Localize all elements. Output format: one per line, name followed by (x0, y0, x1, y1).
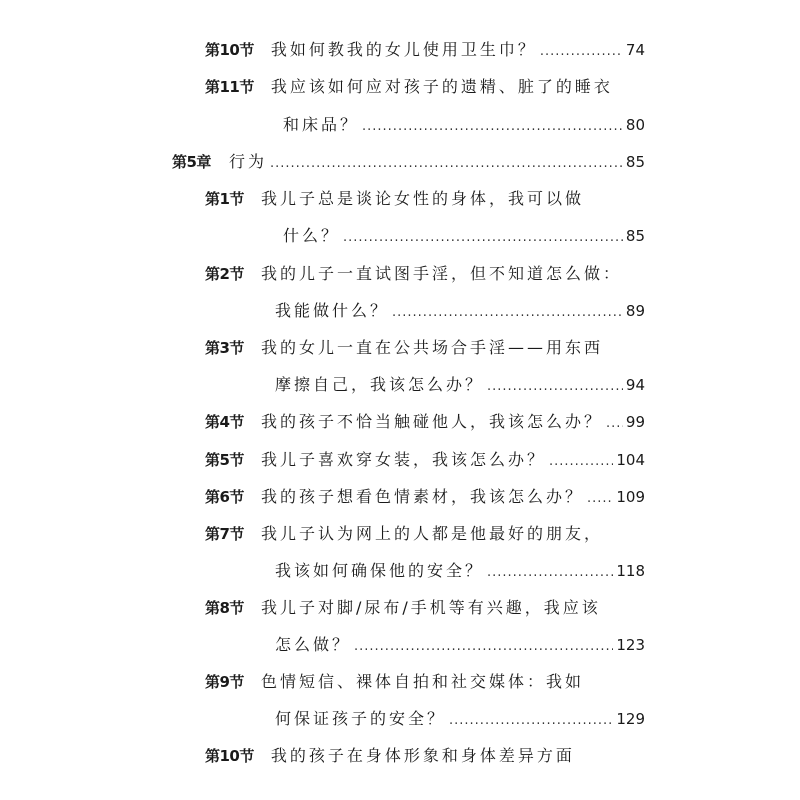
toc-entry (205, 407, 645, 437)
entry-title: 我的孩子在身体形象和身体差异方面 (270, 746, 575, 765)
toc-entry-continuation (275, 630, 645, 660)
entry-title: 和床品？ (283, 115, 360, 134)
section-number: 第10节 (205, 41, 254, 59)
page-number: 99 (625, 413, 645, 431)
page-number: 74 (625, 41, 645, 59)
entry-title: 什么？ (283, 226, 341, 245)
dot-leader (487, 558, 613, 588)
toc-entry-continuation (275, 704, 645, 734)
dot-leader (540, 37, 623, 67)
toc-entry (205, 445, 645, 475)
toc-entry (205, 259, 622, 289)
section-number: 第3节 (205, 339, 244, 357)
entry-title: 摩擦自己，我该怎么办？ (275, 375, 485, 394)
page-number: 104 (616, 451, 645, 469)
dot-leader (343, 223, 623, 253)
dot-leader (587, 484, 613, 514)
page-number: 94 (625, 376, 645, 394)
section-number: 第8节 (205, 599, 244, 617)
section-number: 第5节 (205, 451, 244, 469)
toc-entry (205, 35, 645, 65)
entry-title: 色情短信、裸体自拍和社交媒体：我如 (260, 672, 584, 691)
page-number: 89 (625, 302, 645, 320)
toc-entry (205, 741, 575, 771)
entry-title: 我如何教我的女儿使用卫生巾？ (270, 40, 537, 59)
section-number: 第1节 (205, 190, 244, 208)
toc-entry (205, 519, 603, 549)
toc-entry (205, 482, 645, 512)
section-number: 第9节 (205, 673, 244, 691)
entry-title: 我的孩子想看色情素材，我该怎么办？ (260, 487, 584, 506)
page-number: 118 (616, 562, 645, 580)
toc-entry (205, 667, 584, 697)
entry-title: 我的孩子不恰当触碰他人，我该怎么办？ (260, 412, 603, 431)
entry-title: 我的儿子一直试图手淫，但不知道怎么做： (260, 264, 622, 283)
entry-title: 我儿子对脚/尿布/手机等有兴趣，我应该 (260, 598, 601, 617)
section-number: 第2节 (205, 265, 244, 283)
entry-title: 我儿子认为网上的人都是他最好的朋友， (260, 524, 603, 543)
toc-entry (205, 72, 613, 102)
page-number: 123 (616, 636, 645, 654)
entry-title: 我的女儿一直在公共场合手淫——用东西 (260, 338, 603, 357)
page-number: 129 (616, 710, 645, 728)
toc-entry-continuation (283, 221, 645, 251)
toc-entry-continuation (275, 296, 645, 326)
toc-entry (205, 593, 601, 623)
section-number: 第10节 (205, 747, 254, 765)
toc-entry-continuation (275, 370, 645, 400)
dot-leader (606, 409, 623, 439)
section-number: 第7节 (205, 525, 244, 543)
toc-entry (205, 333, 603, 363)
entry-title: 我儿子总是谈论女性的身体，我可以做 (260, 189, 584, 208)
section-number: 第4节 (205, 413, 244, 431)
entry-title: 我应该如何应对孩子的遗精、脏了的睡衣 (270, 77, 613, 96)
dot-leader (549, 447, 613, 477)
dot-leader (487, 372, 623, 402)
entry-title: 怎么做？ (275, 635, 352, 654)
entry-title: 何保证孩子的安全？ (275, 709, 447, 728)
dot-leader (270, 149, 623, 179)
page-number: 80 (625, 116, 645, 134)
dot-leader (449, 706, 613, 736)
dot-leader (362, 112, 623, 142)
entry-title: 我能做什么？ (275, 301, 390, 320)
toc-entry-continuation (283, 110, 645, 140)
section-number: 第11节 (205, 78, 254, 96)
entry-title: 我该如何确保他的安全？ (275, 561, 485, 580)
toc-entry-continuation (275, 556, 645, 586)
page-number: 85 (625, 153, 645, 171)
dot-leader (392, 298, 623, 328)
entry-title: 我儿子喜欢穿女装，我该怎么办？ (260, 450, 546, 469)
section-number: 第6节 (205, 488, 244, 506)
chapter-title: 行为 (228, 152, 267, 171)
page-number: 85 (625, 227, 645, 245)
toc-entry (205, 184, 584, 214)
chapter-entry (172, 147, 645, 177)
page-number: 109 (616, 488, 645, 506)
chapter-number: 第5章 (172, 153, 211, 171)
dot-leader (354, 632, 613, 662)
